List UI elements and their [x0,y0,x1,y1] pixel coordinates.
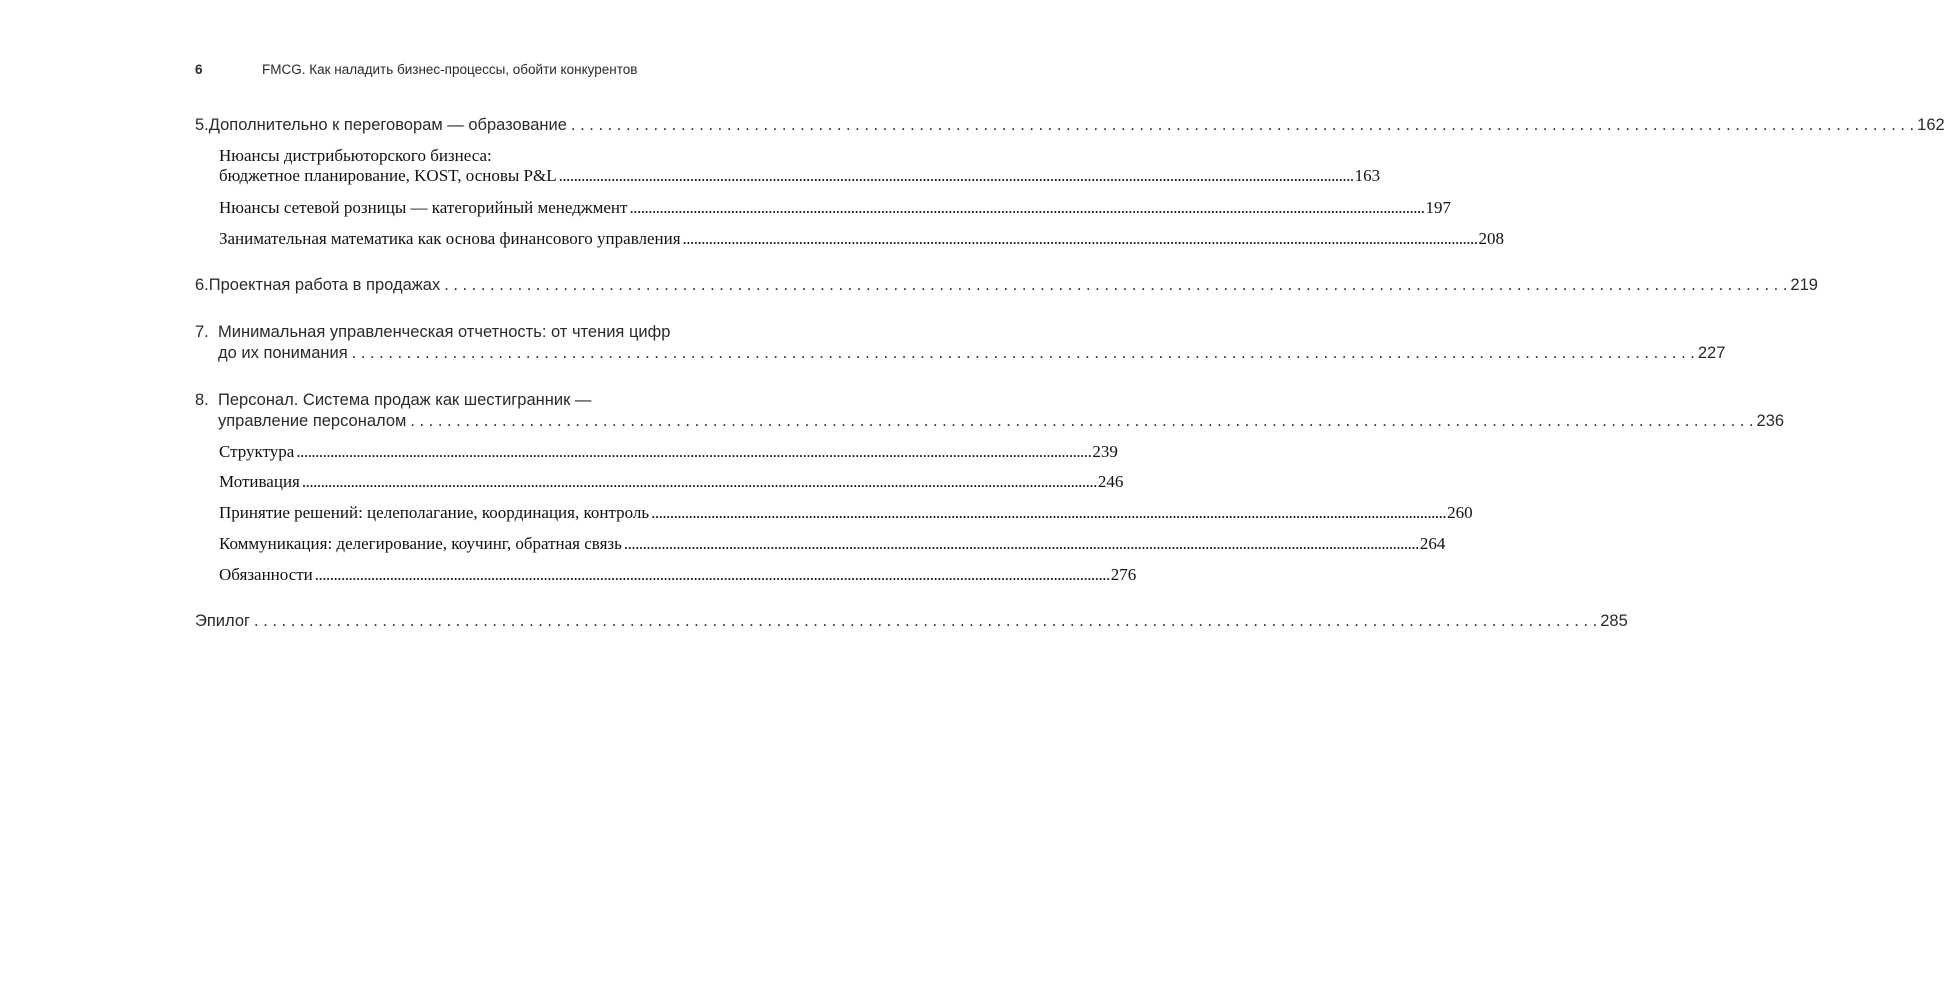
subsection-title: Коммуникация: делегирование, коучинг, обратная связь [219,534,622,553]
dot-leader [315,565,1110,585]
subsection-title: Занимательная математика как основа финансового управления [219,229,681,248]
chapter-title-line1: Минимальная управленческая отчетность: от чтения цифр [218,323,671,341]
chapter-number: 6. [195,276,209,294]
toc-entry-chapter-8[interactable] [195,390,1785,432]
subsection-title: Нюансы сетевой розницы — категорийный менеджмент [219,198,628,217]
dot-leader [629,198,1424,218]
toc-entry-communication[interactable] [219,534,1446,554]
page-ref: 236 [1756,412,1785,430]
dot-leader [651,503,1446,523]
page-ref: 239 [1092,442,1118,461]
dot-leader [559,166,1354,186]
page-ref: 260 [1447,503,1473,522]
chapter-title-line2: до их понимания [218,344,348,362]
page-ref: 246 [1097,472,1124,491]
toc-entry-epilogue[interactable] [195,611,1628,632]
toc-entry-structure[interactable] [219,442,1118,462]
chapter-title-line1: Персонал. Система продаж как шестигранник — [218,391,592,409]
page-ref: 208 [1478,229,1505,248]
chapter-number: 7. [195,323,209,341]
toc-entry-motivation[interactable] [219,472,1124,492]
subsection-title-line2: бюджетное планирование, KOST, основы P&L [219,166,557,185]
toc-entry-distributor-business[interactable] [219,146,1381,186]
page-ref: 219 [1790,276,1818,294]
toc-entry-chapter-6[interactable] [195,275,1818,296]
toc-entry-math[interactable] [219,229,1505,249]
toc-entry-decision-making[interactable] [219,503,1473,523]
subsection-title: Структура [219,442,295,461]
toc-entry-chapter-5[interactable] [195,115,1945,136]
page-number: 6 [195,62,203,77]
running-head [195,60,800,80]
chapter-title: Проектная работа в продажах [208,276,441,294]
chapter-title-line2: управление персоналом [218,412,407,430]
subsection-title: Обязанности [219,565,313,584]
page-ref: 162 [1917,116,1945,134]
dot-leader [302,472,1097,492]
dot-leader [624,534,1419,554]
subsection-title: Мотивация [219,472,300,491]
subsection-title: Принятие решений: целеполагание, координация, контроль [219,503,650,522]
page-ref: 276 [1110,565,1137,584]
toc-entry-retail-chains[interactable] [219,198,1451,218]
toc-entry-chapter-7[interactable] [195,322,1726,364]
dot-leader [254,611,1597,632]
chapter-number: 8. [195,391,209,409]
page-ref: 163 [1354,166,1381,185]
dot-leader [444,275,1787,296]
epilogue-title: Эпилог [195,612,251,630]
dot-leader [571,115,1914,136]
dot-leader [352,343,1695,364]
dot-leader [410,411,1753,432]
page-ref: 227 [1697,344,1726,362]
page-ref: 285 [1600,612,1628,630]
page-ref: 197 [1425,198,1451,217]
subsection-title-line1: Нюансы дистрибьюторского бизнеса: [219,146,492,165]
dot-leader [683,229,1478,249]
chapter-title: Дополнительно к переговорам — образование [208,116,567,134]
toc-entry-duties[interactable] [219,565,1137,585]
book-title: FMCG. Как наладить бизнес-процессы, обойти конкурентов [262,62,638,77]
chapter-number: 5. [195,116,209,134]
page-ref: 264 [1419,534,1446,553]
dot-leader [296,442,1091,462]
